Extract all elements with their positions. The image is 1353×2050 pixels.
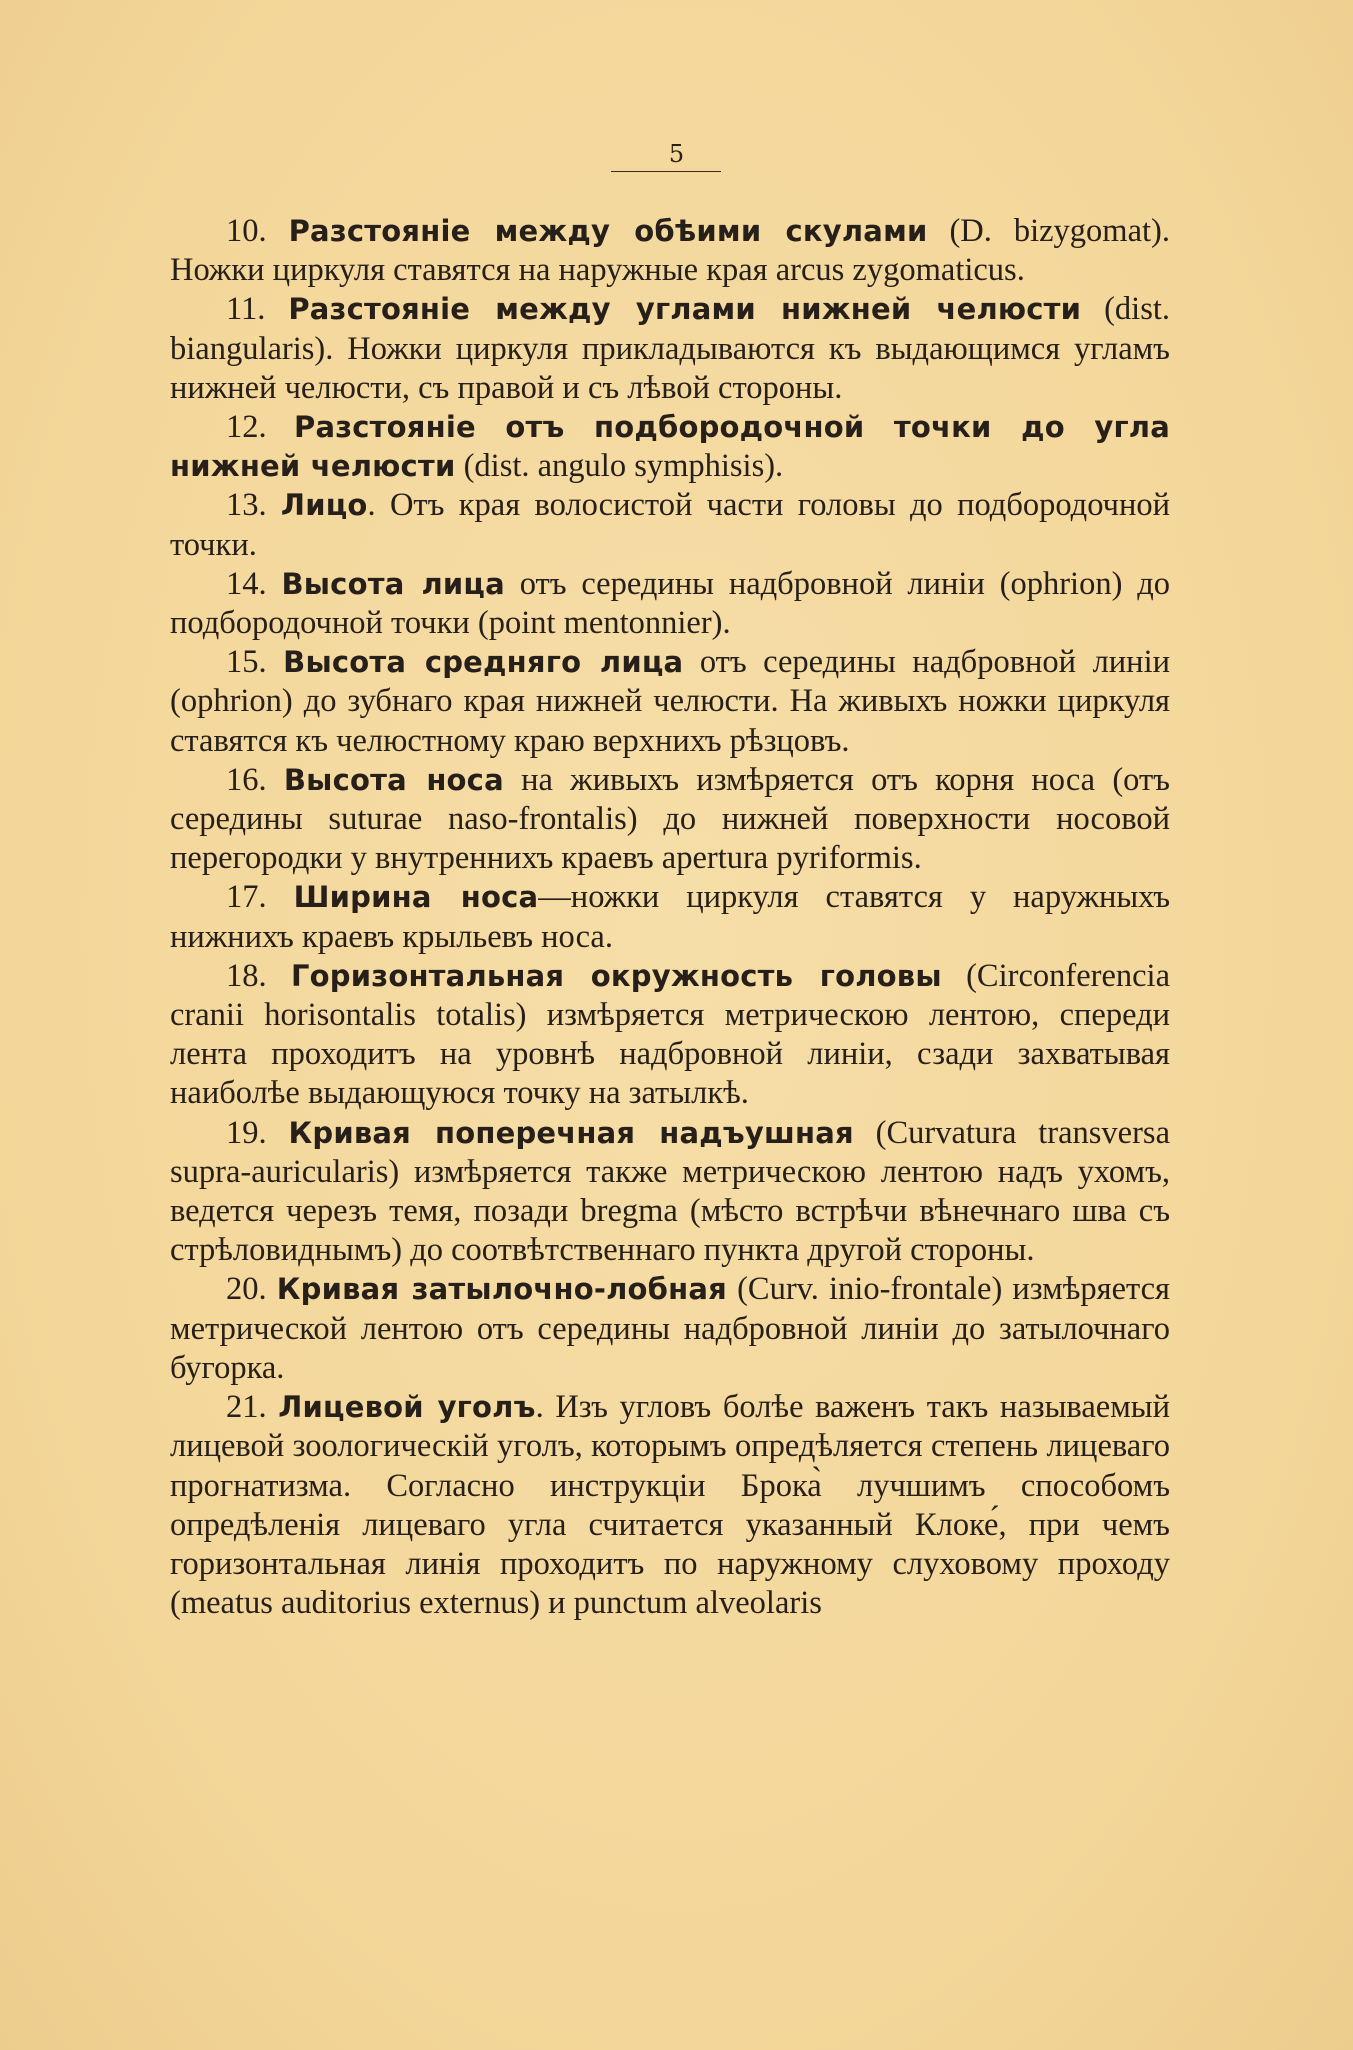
paragraph-13 bbox=[170, 486, 1170, 564]
item-text: (D. bizygomat). Ножки циркуля ставятся на наружные края arcus zygomaticus. bbox=[170, 213, 1170, 289]
paragraph-12 bbox=[170, 408, 1170, 486]
item-heading: Кривая поперечная надъушная bbox=[288, 1115, 854, 1150]
paragraph-16 bbox=[170, 761, 1170, 879]
item-number: 15. bbox=[226, 644, 267, 681]
item-number: 13. bbox=[226, 487, 267, 524]
item-text: —ножки циркуля ставятся у наружныхъ нижнихъ краевъ крыльевъ носа. bbox=[170, 879, 1170, 955]
paragraph-21 bbox=[170, 1388, 1170, 1623]
item-heading: Лицевой уголъ bbox=[278, 1390, 536, 1425]
paragraph-17 bbox=[170, 878, 1170, 956]
item-text: (dist. biangularis). Ножки циркуля прикладываются къ выдающимся угламъ нижней челюсти, съ правой и съ лѣвой стороны. bbox=[170, 291, 1171, 406]
item-number: 11. bbox=[226, 291, 266, 328]
item-number: 21. bbox=[226, 1389, 267, 1426]
item-heading: Горизонтальная окружность головы bbox=[290, 958, 942, 993]
item-text: отъ середины надбровной линiи (ophrion) до подбородочной точки (point mentonnier). bbox=[170, 565, 1170, 642]
item-text: на живыхъ измѣряется отъ корня носа (отъ середины suturae naso-frontalis) до нижней поверхности носовой перегородки у внутреннихъ краевъ apertura pyriformis. bbox=[170, 761, 1170, 877]
item-heading: Разстоянiе отъ подбородочной точки до угла нижней челюсти bbox=[170, 410, 1171, 484]
item-text: отъ середины надбровной линiи (ophrion) до зубнаго края нижней челюсти. На живыхъ ножки циркуля ставятся къ челюстному краю верхнихъ рѣзцовъ. bbox=[170, 644, 1170, 759]
item-heading: Лицо bbox=[280, 488, 368, 523]
paragraph-18 bbox=[170, 957, 1170, 1114]
item-heading: Ширина носа bbox=[293, 880, 539, 915]
paragraph-10 bbox=[170, 212, 1170, 290]
paragraph-14 bbox=[170, 565, 1170, 643]
item-heading: Разстоянiе между обѣими скулами bbox=[288, 214, 928, 248]
item-text: (Curvatura transversa supra-auricularis) измѣряется также метрическою лентою надъ ухомъ, ведется черезъ темя, позади bregma (мѣсто встрѣчи вѣнечнаго шва съ стрѣловиднымъ) до соотвѣтственнаго пункта другой стороны. bbox=[170, 1114, 1170, 1269]
paragraph-19 bbox=[170, 1114, 1170, 1271]
paragraph-11 bbox=[170, 290, 1170, 408]
item-number: 14. bbox=[226, 565, 267, 602]
paragraph-20 bbox=[170, 1270, 1170, 1388]
item-heading: Кривая затылочно-лобная bbox=[276, 1272, 727, 1307]
page-number-rule bbox=[611, 171, 721, 172]
item-number: 10. bbox=[226, 213, 267, 249]
item-number: 12. bbox=[226, 409, 267, 446]
item-text: (Curv. inio-frontale) измѣряется метрической лентою отъ середины надбровной линiи до затылочнаго бугорка. bbox=[170, 1271, 1170, 1386]
item-number: 16. bbox=[226, 761, 267, 798]
item-number: 17. bbox=[226, 879, 267, 916]
item-text: . Изъ угловъ болѣе важенъ такъ называемый лицевой зоологическiй уголъ, которымъ опредѣляется степень лицеваго прогнатизма. Согласно инструкцiи Брока̀ лучшимъ способомъ опредѣленiя лицеваго угла считается указанный Клоке́, при чемъ горизонтальная линiя проходитъ по наружному слуховому проходу (meatus auditorius externus) и punctum alveolaris bbox=[170, 1389, 1170, 1622]
item-number: 18. bbox=[226, 957, 267, 994]
item-text: (Circonferencia cranii horisontalis totalis) измѣряется метрическою лентою, спереди лента проходитъ на уровнѣ надбровной линiи, сзади захватывая наиболѣе выдающуюся точку на затылкѣ. bbox=[170, 957, 1171, 1112]
item-number: 19. bbox=[226, 1114, 267, 1151]
paragraph-15 bbox=[170, 643, 1170, 761]
item-number: 20. bbox=[226, 1271, 267, 1308]
item-heading: Высота средняго лица bbox=[283, 645, 684, 680]
item-heading: Высота носа bbox=[283, 762, 504, 797]
item-heading: Высота лица bbox=[281, 566, 505, 601]
text-column bbox=[170, 212, 1170, 1623]
page-number: 5 bbox=[668, 140, 685, 168]
item-text: (dist. angulo symphisis). bbox=[455, 448, 784, 485]
item-heading: Разстоянiе между углами нижней челюсти bbox=[288, 292, 1082, 327]
item-text: . Отъ края волосистой части головы до подбородочной точки. bbox=[170, 487, 1170, 563]
